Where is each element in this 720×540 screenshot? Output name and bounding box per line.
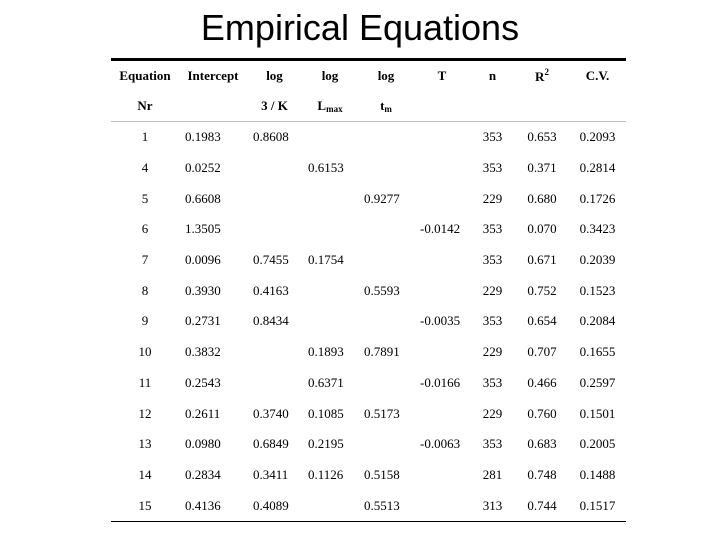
cell-intercept: 0.2611: [185, 405, 221, 421]
cell-log-lmax: [302, 490, 358, 521]
cell-equation-nr: 5: [141, 190, 149, 206]
cell-log-tm: [358, 153, 414, 184]
table-row: [111, 275, 626, 306]
header-row-2: [111, 91, 626, 121]
cell-t: [414, 183, 470, 214]
cell-r2: 0.760: [527, 405, 557, 421]
header-lmax: $L_{max}$: [317, 98, 343, 114]
cell-r2: 0.654: [527, 313, 557, 329]
cell-log-k: [247, 153, 302, 184]
cell-cv: 0.2005: [579, 436, 616, 452]
cell-n: 281: [482, 466, 503, 482]
cell-cv: 0.2093: [579, 129, 616, 145]
cell-equation-nr: 14: [138, 466, 152, 482]
cell-r2: 0.748: [527, 466, 557, 482]
cell-log-tm: 0.9277: [364, 190, 400, 206]
cell-t: [414, 490, 470, 521]
table-row: [111, 460, 626, 491]
cell-log-lmax: [302, 122, 358, 153]
cell-r2: 0.371: [527, 160, 557, 176]
cell-cv: 0.1523: [579, 282, 616, 298]
cell-log-lmax: 0.1085: [308, 405, 344, 421]
table-body: [111, 122, 626, 521]
cell-cv: 0.3423: [579, 221, 616, 237]
cell-log-k: 0.3411: [253, 466, 289, 482]
cell-r2: 0.744: [527, 497, 557, 513]
cell-t: [414, 245, 470, 276]
cell-t: -0.0142: [420, 221, 461, 237]
cell-t: -0.0063: [420, 436, 461, 452]
cell-r2: 0.683: [527, 436, 557, 452]
cell-log-k: [247, 337, 302, 368]
table-row: [111, 122, 626, 153]
cell-log-lmax: 0.1893: [308, 344, 344, 360]
cell-t: [414, 398, 470, 429]
cell-n: 229: [482, 190, 503, 206]
cell-intercept: 0.0096: [185, 252, 221, 268]
cell-log-k: 0.6849: [253, 436, 289, 452]
cell-n: 229: [482, 282, 503, 298]
cell-log-k: [247, 183, 302, 214]
cell-cv: 0.1726: [579, 190, 616, 206]
cell-log-lmax: [302, 275, 358, 306]
cell-t: [414, 460, 470, 491]
table-row: [111, 368, 626, 399]
header-r2: $R^2$: [535, 67, 549, 84]
table-row: [111, 183, 626, 214]
cell-intercept: 0.3832: [185, 344, 221, 360]
table-row: [111, 398, 626, 429]
cell-log-tm: 0.7891: [364, 344, 400, 360]
cell-r2: 0.707: [527, 344, 557, 360]
table-row: [111, 306, 626, 337]
cell-equation-nr: 8: [141, 282, 149, 298]
cell-n: 229: [482, 405, 503, 421]
header-n: n: [488, 68, 497, 83]
header-log-tm: log: [377, 68, 395, 83]
cell-log-k: 0.7455: [253, 252, 289, 268]
cell-cv: 0.2039: [579, 252, 616, 268]
cell-log-tm: [358, 122, 414, 153]
cell-log-tm: [358, 306, 414, 337]
cell-intercept: 0.2834: [185, 466, 221, 482]
cell-t: [414, 337, 470, 368]
cell-cv: 0.2814: [579, 160, 616, 176]
cell-n: 229: [482, 344, 503, 360]
cell-log-tm: 0.5173: [364, 405, 400, 421]
cell-intercept: 0.1983: [185, 129, 221, 145]
cell-log-k: [247, 214, 302, 245]
table-row: [111, 214, 626, 245]
cell-t: -0.0166: [420, 374, 461, 390]
header-cv: C.V.: [585, 68, 610, 83]
cell-log-k: 0.4163: [253, 282, 289, 298]
cell-equation-nr: 15: [138, 497, 152, 513]
cell-log-k: 0.8434: [253, 313, 289, 329]
cell-log-k: 0.3740: [253, 405, 289, 421]
cell-log-tm: [358, 368, 414, 399]
header-t: T: [437, 68, 447, 83]
cell-intercept: 0.6608: [185, 190, 221, 206]
cell-log-lmax: [302, 214, 358, 245]
cell-equation-nr: 9: [141, 313, 149, 329]
cell-t: [414, 275, 470, 306]
cell-log-lmax: [302, 306, 358, 337]
cell-t: [414, 153, 470, 184]
cell-equation-nr: 10: [138, 344, 152, 360]
cell-equation-nr: 4: [141, 160, 149, 176]
cell-log-tm: [358, 429, 414, 460]
cell-log-lmax: [302, 183, 358, 214]
header-nr: Nr: [137, 98, 153, 113]
cell-cv: 0.1488: [579, 466, 616, 482]
cell-n: 353: [482, 374, 503, 390]
cell-equation-nr: 1: [141, 129, 149, 145]
cell-log-k: 0.4089: [253, 497, 289, 513]
cell-log-tm: 0.5513: [364, 497, 400, 513]
table-row: [111, 153, 626, 184]
cell-log-tm: 0.5158: [364, 466, 400, 482]
cell-n: 353: [482, 129, 503, 145]
cell-cv: 0.2084: [579, 313, 616, 329]
cell-intercept: 0.0252: [185, 160, 221, 176]
cell-log-k: 0.8608: [253, 129, 289, 145]
cell-n: 353: [482, 221, 503, 237]
cell-intercept: 0.2731: [185, 313, 221, 329]
cell-log-lmax: 0.2195: [308, 436, 344, 452]
cell-log-lmax: 0.1126: [308, 466, 344, 482]
cell-r2: 0.653: [527, 129, 557, 145]
table-row: [111, 245, 626, 276]
cell-log-k: [247, 368, 302, 399]
cell-cv: 0.2597: [579, 374, 616, 390]
header-tm: $t_m$: [380, 98, 392, 114]
cell-intercept: 1.3505: [185, 221, 221, 237]
cell-equation-nr: 11: [138, 374, 152, 390]
cell-intercept: 0.2543: [185, 374, 221, 390]
equations-table: [111, 58, 626, 522]
header-row-1: [111, 61, 626, 91]
header-log-k: log: [266, 68, 283, 83]
header-intercept: Intercept: [187, 68, 239, 83]
cell-log-lmax: 0.6153: [308, 160, 344, 176]
table-row: [111, 337, 626, 368]
cell-r2: 0.680: [527, 190, 557, 206]
cell-cv: 0.1501: [579, 405, 616, 421]
cell-intercept: 0.4136: [185, 497, 221, 513]
cell-r2: 0.070: [527, 221, 557, 237]
cell-r2: 0.671: [527, 252, 557, 268]
cell-n: 313: [482, 497, 503, 513]
cell-log-tm: 0.5593: [364, 282, 400, 298]
cell-cv: 0.1655: [579, 344, 616, 360]
table-row: [111, 490, 626, 521]
page-title: Empirical Equations: [200, 7, 520, 48]
cell-log-lmax: 0.6371: [308, 374, 344, 390]
cell-r2: 0.466: [527, 374, 557, 390]
cell-n: 353: [482, 313, 503, 329]
cell-t: [414, 122, 470, 153]
cell-log-tm: [358, 214, 414, 245]
cell-n: 353: [482, 160, 503, 176]
cell-intercept: 0.0980: [185, 436, 221, 452]
cell-n: 353: [482, 436, 503, 452]
cell-t: -0.0035: [420, 313, 461, 329]
cell-intercept: 0.3930: [185, 282, 221, 298]
header-3-over-k: 3 / K: [261, 98, 288, 113]
cell-equation-nr: 6: [141, 221, 149, 237]
header-equation: Equation: [119, 68, 171, 83]
cell-equation-nr: 12: [138, 405, 152, 421]
table-row: [111, 429, 626, 460]
cell-log-tm: [358, 245, 414, 276]
cell-equation-nr: 13: [138, 436, 152, 452]
cell-r2: 0.752: [527, 282, 557, 298]
cell-n: 353: [482, 252, 503, 268]
cell-cv: 0.1517: [579, 497, 616, 513]
header-log-lmax: log: [321, 68, 339, 83]
cell-log-lmax: 0.1754: [308, 252, 344, 268]
cell-equation-nr: 7: [141, 252, 149, 268]
table-bottom-rule: [111, 521, 626, 522]
